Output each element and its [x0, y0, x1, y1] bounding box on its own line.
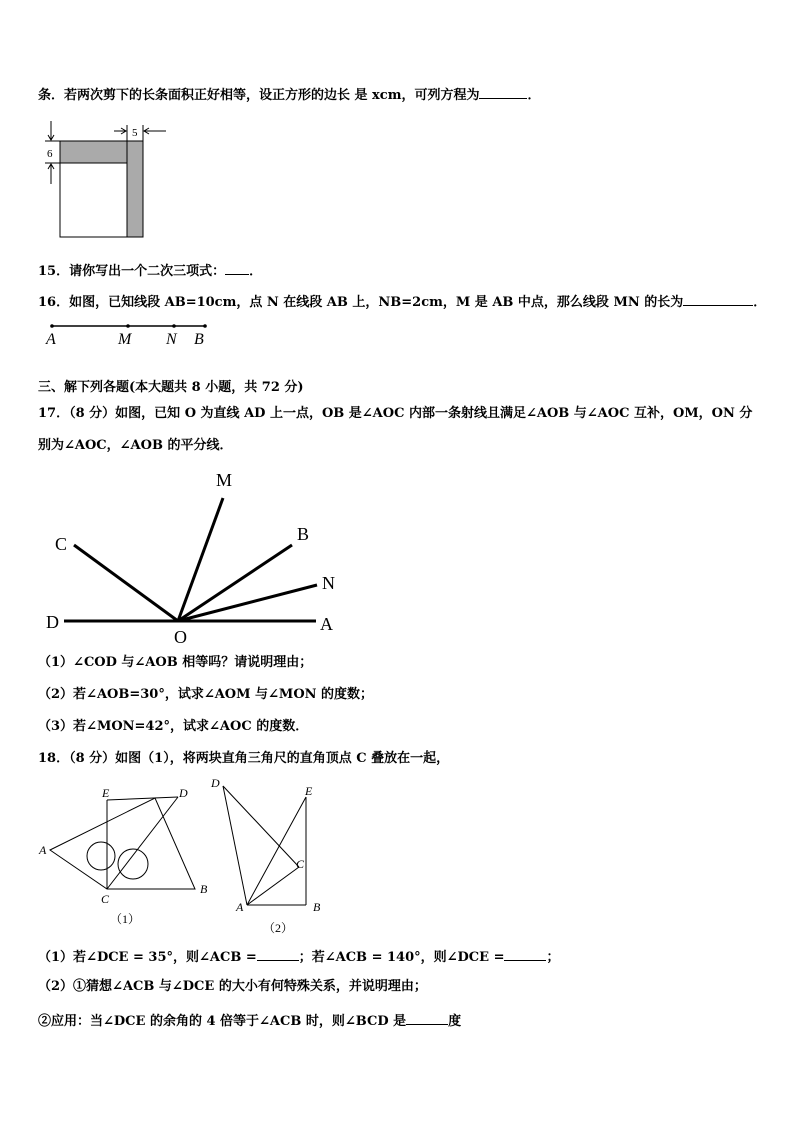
q17-number: 17． [38, 406, 70, 421]
q18-sub3a: ②应用：当∠DCE 的余角的 4 倍等于∠ACB 时，则∠BCD 是 [38, 1014, 407, 1029]
q16-end: ． [753, 295, 767, 310]
q17-line1-text: （8 分）如图，已知 O 为直线 AD 上一点，OB 是∠AOC 内部一条射线且满足∠AOB 与∠AOC 互补，OM，ON 分 [69, 406, 753, 421]
q18-blank-bcd[interactable] [406, 1010, 448, 1025]
hole-left [87, 842, 115, 870]
q17-sub1: （1）∠COD 与∠AOB 相等吗？请说明理由； [38, 655, 313, 670]
fig2-ae [247, 797, 306, 905]
fig1-label-d: D [179, 786, 188, 800]
label-b: B [297, 524, 310, 544]
q15-end: ． [249, 264, 263, 279]
label-n: N [322, 573, 335, 593]
dim5-label: 5 [132, 127, 138, 139]
q18-sub1b: ；若∠ACB = 140°，则∠DCE = [298, 950, 505, 965]
q15-body: 请你写出一个二次三项式： [69, 264, 226, 279]
fig2-ad [223, 786, 247, 905]
fig1-label-c: C [101, 892, 110, 906]
fig1-caption: （1） [110, 912, 141, 926]
q18-blank-dce[interactable] [504, 946, 546, 961]
label-n: N [166, 331, 177, 348]
fig1-label-b: B [200, 882, 208, 896]
q17-sub3: （3）若∠MON=42°，试求∠AOC 的度数． [38, 719, 309, 734]
q14-text-end: ． [527, 88, 541, 103]
label-c: C [55, 534, 68, 554]
q18-sub1 [38, 946, 559, 967]
q14-text-body: 条．若两次剪下的长条面积正好相等，设正方形的边长 是 xcm，可列方程为 [38, 88, 480, 103]
label-m: M [118, 331, 132, 348]
q16-body: 如图，已知线段 AB=10cm，点 N 在线段 AB 上，NB=2cm，M 是 AB 中点，那么线段 MN 的长为 [69, 295, 684, 310]
triangle-dce-1-ed [107, 797, 178, 800]
q18-line1-text: （8 分）如图（1），将两块直角三角尺的直角顶点 C 叠放在一起， [69, 751, 450, 766]
fig2-label-a: A [236, 900, 244, 914]
label-o: O [174, 627, 187, 647]
q17-sub2: （2）若∠AOB=30°，试求∠AOM 与∠MON 的度数； [38, 687, 374, 702]
fig1-label-a: A [39, 843, 47, 857]
fig2-label-e: E [305, 784, 313, 798]
q16-number: 16． [38, 295, 70, 310]
hole-right [118, 849, 148, 879]
label-a: A [320, 614, 333, 634]
dim6-label: 6 [47, 148, 53, 160]
label-m: M [216, 470, 233, 490]
fig2-label-b: B [313, 900, 321, 914]
fig2-label-d: D [211, 776, 220, 790]
section-3-title: 三、解下列各题(本大题共 8 小题，共 72 分) [38, 380, 304, 395]
fig2-label-c: C [296, 857, 305, 871]
q18-sub1a: （1）若∠DCE = 35°，则∠ACB = [38, 950, 257, 965]
fig2-caption: （2） [263, 921, 294, 935]
q18-sub3 [38, 1010, 461, 1031]
q18-sub1c: ； [546, 950, 560, 965]
fig2-ac [247, 867, 299, 905]
q18-sub3b: 度 [448, 1014, 462, 1029]
label-a: A [46, 331, 56, 348]
label-b: B [194, 331, 204, 348]
fig2-dc [223, 786, 299, 867]
q15-number: 15． [38, 264, 70, 279]
label-d: D [46, 612, 59, 632]
fig1-label-e: E [102, 786, 110, 800]
q18-blank-acb[interactable] [257, 946, 299, 961]
q18-number: 18． [38, 751, 70, 766]
q17-line2: 别为∠AOC，∠AOB 的平分线． [38, 438, 233, 453]
q18-sub2: （2）①猜想∠ACB 与∠DCE 的大小有何特殊关系，并说明理由； [38, 979, 427, 994]
